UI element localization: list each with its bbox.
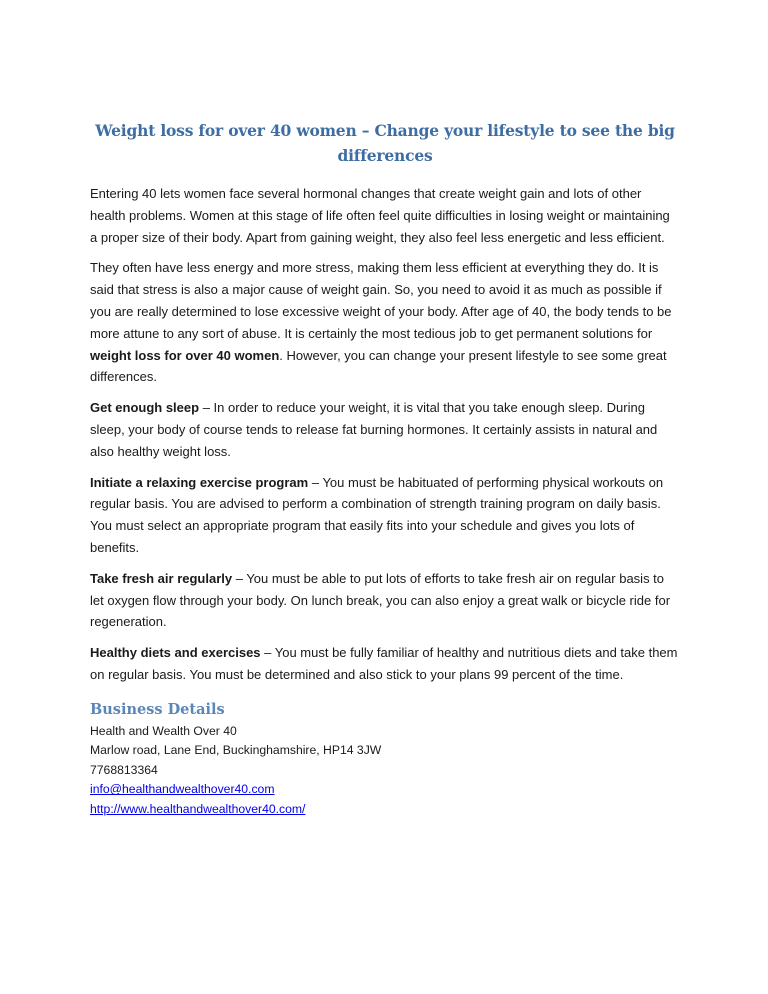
tip-exercise-program [90, 472, 680, 559]
document-page [90, 118, 680, 819]
business-name: Health and Wealth Over 40 [90, 723, 237, 738]
stress-paragraph [90, 257, 680, 388]
tip-heading: Initiate a relaxing exercise program [90, 474, 309, 490]
email-link[interactable]: info@healthandwealthover40.com [90, 782, 275, 797]
stress-paragraph-text-after: . However, you can change your present lifestyle to see some great differences. [90, 347, 667, 385]
tip-fresh-air [90, 568, 680, 633]
keyword-bold: weight loss for over 40 women [90, 347, 280, 363]
business-address: Marlow road, Lane End, Buckinghamshire, HP14 3JW [90, 743, 382, 758]
tip-text: – You must be able to put lots of efforts to take fresh air on regular basis to let oxygen flow through your body. On lunch break, you can also enjoy a great walk or bicycle ride for regeneration. [90, 570, 671, 630]
stress-paragraph-text-before: They often have less energy and more stress, making them less efficient at everything they do. It is said that stress is also a major cause of weight gain. So, you need to avoid it as much as possible if you are really determined to lose excessive weight of your body. After age of 40, the body tends to be more attune to any sort of abuse. It is certainly the most tedious job to get permanent solutions for [90, 260, 672, 341]
tip-text: – You must be fully familiar of healthy and nutritious diets and take them on regular basis. You must be determined and also stick to your plans 99 percent of the time. [90, 645, 678, 682]
business-phone: 7768813364 [90, 762, 158, 777]
document-title: Weight loss for over 40 women – Change your lifestyle to see the big differences [95, 121, 675, 165]
business-website-line [90, 800, 680, 820]
tip-sleep [90, 397, 680, 462]
tip-text: – In order to reduce your weight, it is vital that you take enough sleep. During sleep, your body of course tends to release fat burning hormones. It certainly assists in natural and also healthy weight loss. [90, 400, 658, 459]
website-link[interactable]: http://www.healthandwealthover40.com/ [90, 801, 306, 816]
tip-heading: Get enough sleep [90, 400, 200, 416]
tip-heading: Take fresh air regularly [90, 570, 233, 586]
business-email-line [90, 780, 680, 800]
business-details-heading: Business Details [90, 700, 225, 718]
tip-heading: Healthy diets and exercises [90, 645, 261, 661]
tip-text: – You must be habituated of performing physical workouts on regular basis. You are advised to perform a combination of strength training program on daily basis. You must select an appropriate program that easily fits into your schedule and gives you lots of benefits. [90, 474, 664, 555]
tip-diets-exercises [90, 642, 680, 686]
intro-paragraph: Entering 40 lets women face several hormonal changes that create weight gain and lots of other health problems. Women at this stage of life often feel quite difficulties in losing weight or maintaining a proper size of their body. Apart from gaining weight, they also feel less energetic and less efficient. [90, 186, 670, 245]
